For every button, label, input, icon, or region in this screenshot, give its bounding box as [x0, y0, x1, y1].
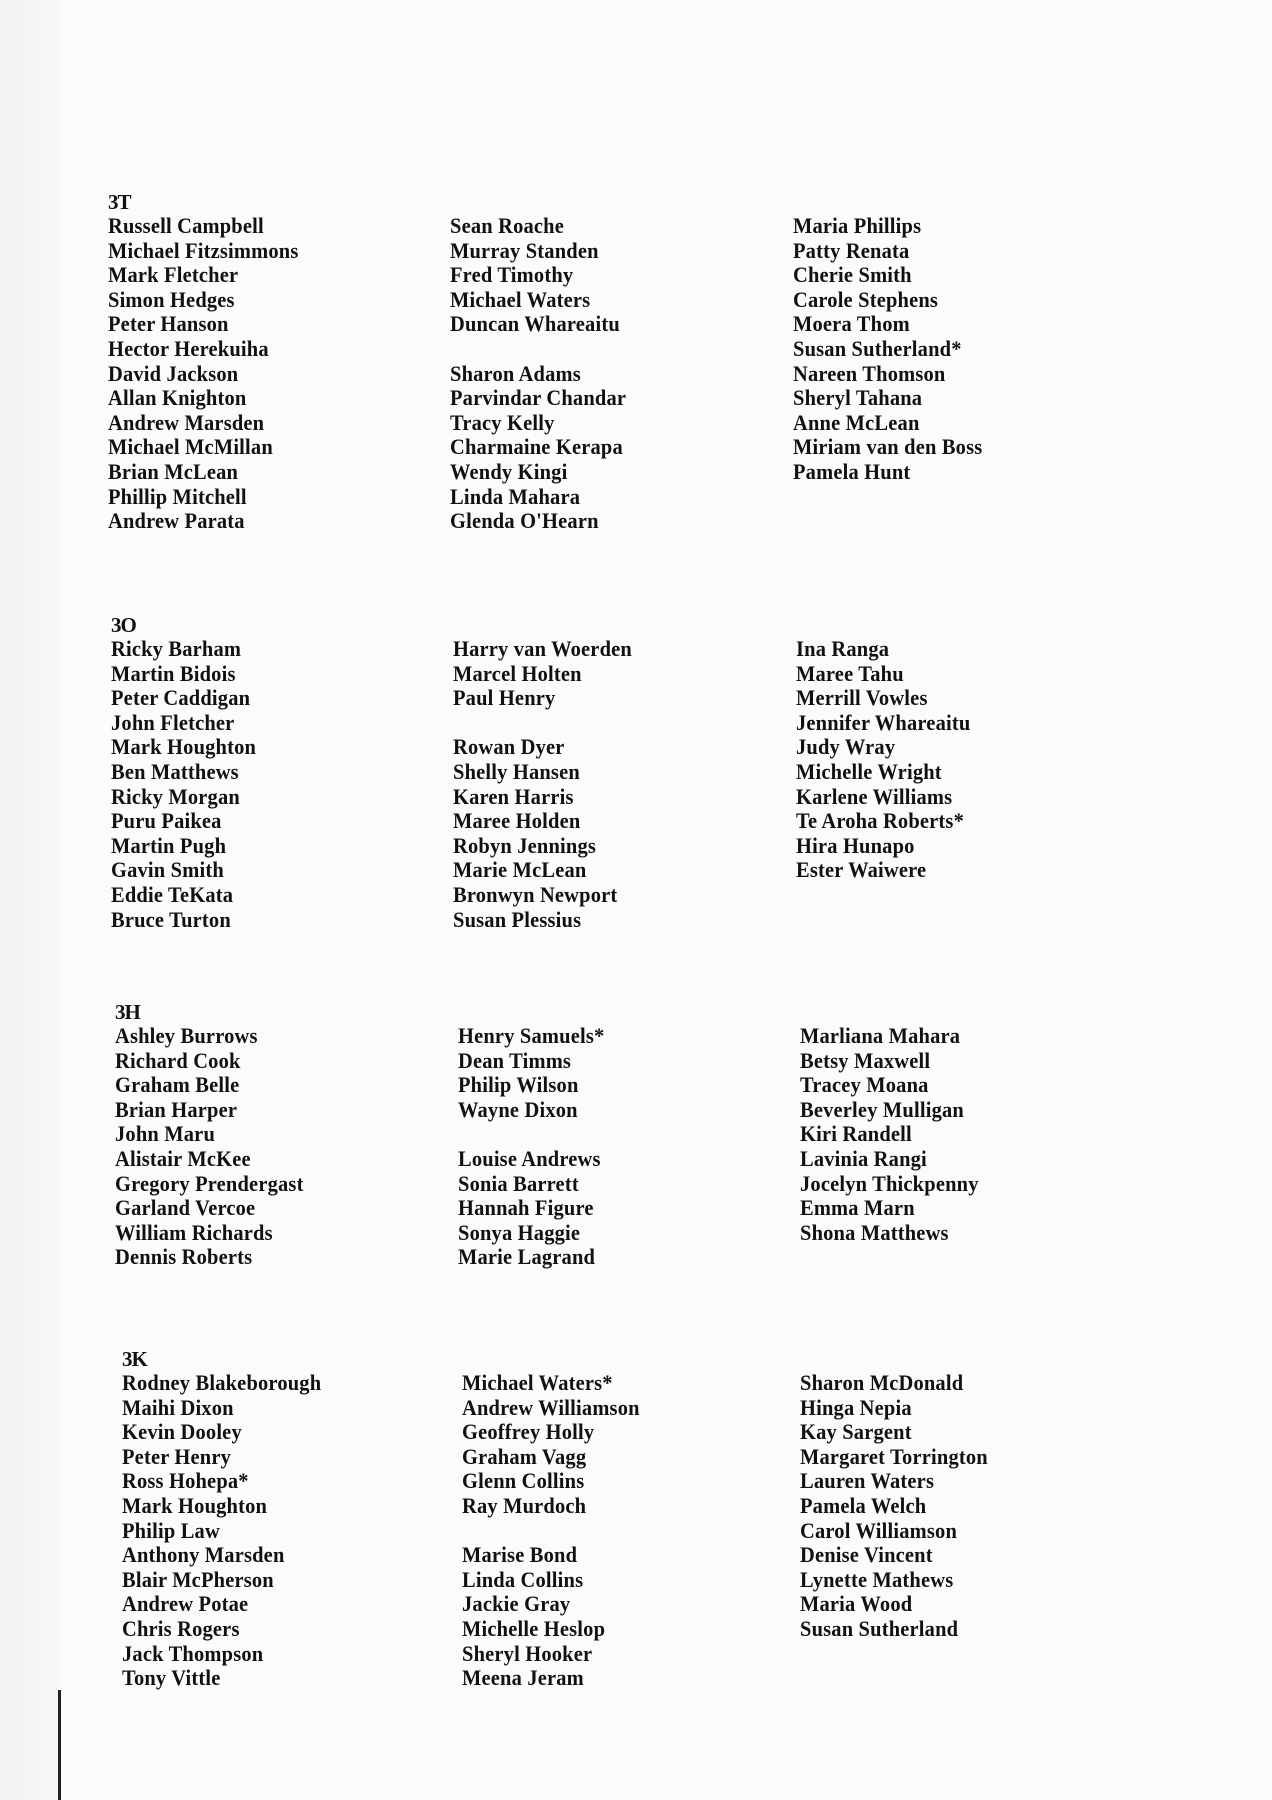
- student-name: Sonya Haggie: [458, 1219, 581, 1245]
- student-name: Ross Hohepa*: [122, 1468, 249, 1494]
- student-name: Parvindar Chandar: [450, 385, 627, 411]
- student-name: Glenda O'Hearn: [450, 508, 599, 534]
- student-name: Brian Harper: [115, 1096, 238, 1122]
- student-name: Ina Ranga: [796, 636, 890, 661]
- student-name: Harry van Woerden: [453, 636, 632, 661]
- student-name: Peter Henry: [122, 1443, 232, 1469]
- student-name: Ashley Burrows: [115, 1023, 258, 1048]
- student-name: Maree Tahu: [796, 660, 904, 686]
- student-name: Kevin Dooley: [122, 1419, 242, 1445]
- page-shadow: [0, 0, 62, 1800]
- student-name: Dennis Roberts: [115, 1244, 253, 1270]
- student-name: Henry Samuels*: [458, 1023, 605, 1048]
- student-name: Maria Phillips: [793, 213, 922, 238]
- name-column-1: [122, 1371, 336, 1691]
- student-name: Linda Mahara: [450, 483, 581, 509]
- student-name: Peter Hanson: [108, 311, 229, 337]
- student-name: Sharon Adams: [450, 360, 581, 386]
- student-name: Bruce Turton: [111, 906, 231, 932]
- student-name: Sonia Barrett: [458, 1170, 579, 1196]
- name-column-3: [793, 214, 997, 485]
- student-name: Sheryl Hooker: [462, 1640, 593, 1666]
- student-name: Cherie Smith: [793, 262, 912, 288]
- student-name: Mark Fletcher: [108, 262, 239, 288]
- student-name: Hinga Nepia: [800, 1394, 912, 1420]
- student-name: Andrew Potae: [122, 1591, 249, 1617]
- student-name: Duncan Whareaitu: [450, 311, 620, 337]
- student-name: Glenn Collins: [462, 1468, 585, 1494]
- student-name: Marliana Mahara: [800, 1023, 961, 1048]
- student-name: Marcel Holten: [453, 660, 582, 686]
- student-name: Anthony Marsden: [122, 1542, 285, 1568]
- student-name: Marie McLean: [453, 857, 587, 883]
- name-column-3: [800, 1371, 1002, 1642]
- name-column-2: [453, 637, 645, 932]
- student-name: Michael McMillan: [108, 434, 273, 460]
- student-name: Puru Paikea: [111, 808, 222, 834]
- student-name: Carol Williamson: [800, 1517, 958, 1543]
- student-name: Emma Marn: [800, 1195, 915, 1221]
- student-name: Michelle Wright: [796, 758, 942, 784]
- student-name: Philip Law: [122, 1517, 220, 1543]
- student-name: Graham Vagg: [462, 1443, 587, 1469]
- student-name: Russell Campbell: [108, 213, 264, 238]
- student-name: Sean Roache: [450, 213, 565, 238]
- class-heading: 3T: [108, 190, 131, 214]
- student-name: Gregory Prendergast: [115, 1170, 304, 1196]
- student-name: Jack Thompson: [122, 1640, 264, 1666]
- student-name: Rowan Dyer: [453, 734, 565, 760]
- student-name: Susan Plessius: [453, 906, 582, 932]
- page-edge: [58, 1690, 61, 1800]
- student-name: Jackie Gray: [462, 1591, 571, 1617]
- student-name: Graham Belle: [115, 1072, 240, 1098]
- student-name: Andrew Marsden: [108, 409, 265, 435]
- name-column-1: [111, 637, 267, 932]
- student-name: Susan Sutherland*: [793, 335, 962, 361]
- student-name: Tracy Kelly: [450, 409, 555, 435]
- student-name: Chris Rogers: [122, 1615, 240, 1641]
- student-name: David Jackson: [108, 360, 239, 386]
- blank-line: [450, 337, 626, 362]
- class-heading: 3H: [115, 1000, 140, 1024]
- student-name: Eddie TeKata: [111, 881, 234, 907]
- student-name: Carole Stephens: [793, 286, 939, 312]
- name-column-3: [796, 637, 984, 883]
- student-name: Simon Hedges: [108, 286, 235, 312]
- student-name: Moera Thom: [793, 311, 910, 337]
- class-heading: 3K: [122, 1347, 147, 1371]
- student-name: Tracey Moana: [800, 1072, 929, 1098]
- student-name: Hira Hunapo: [796, 832, 915, 858]
- student-name: Peter Caddigan: [111, 685, 251, 711]
- student-name: Martin Pugh: [111, 832, 227, 858]
- name-column-1: [115, 1024, 318, 1270]
- student-name: Robyn Jennings: [453, 832, 597, 858]
- student-name: Maree Holden: [453, 808, 581, 834]
- student-name: Maihi Dixon: [122, 1394, 234, 1420]
- student-name: Ray Murdoch: [462, 1492, 587, 1518]
- student-name: Hannah Figure: [458, 1195, 594, 1221]
- student-name: Andrew Parata: [108, 508, 245, 534]
- student-name: Shelly Hansen: [453, 758, 580, 784]
- student-name: Blair McPherson: [122, 1566, 274, 1592]
- student-name: Michael Waters: [450, 286, 591, 312]
- student-name: Marie Lagrand: [458, 1244, 596, 1270]
- student-name: Michael Fitzsimmons: [108, 237, 299, 263]
- student-name: Karlene Williams: [796, 783, 953, 809]
- student-name: Garland Vercoe: [115, 1195, 256, 1221]
- student-name: Te Aroha Roberts*: [796, 808, 964, 834]
- student-name: William Richards: [115, 1219, 273, 1245]
- student-name: Maria Wood: [800, 1591, 913, 1617]
- student-name: Michelle Heslop: [462, 1615, 606, 1641]
- student-name: Mark Houghton: [111, 734, 257, 760]
- blank-line: [458, 1122, 604, 1147]
- student-name: Alistair McKee: [115, 1145, 251, 1171]
- student-name: Brian McLean: [108, 458, 239, 484]
- student-name: Kay Sargent: [800, 1419, 912, 1445]
- name-column-1: [108, 214, 313, 534]
- student-name: Ben Matthews: [111, 758, 239, 784]
- name-column-3: [800, 1024, 992, 1245]
- student-name: Judy Wray: [796, 734, 896, 760]
- student-name: Louise Andrews: [458, 1145, 601, 1171]
- student-name: Marise Bond: [462, 1542, 578, 1568]
- student-name: John Fletcher: [111, 709, 235, 735]
- student-name: Charmaine Kerapa: [450, 434, 623, 460]
- student-name: Bronwyn Newport: [453, 881, 618, 907]
- student-name: Mark Houghton: [122, 1492, 268, 1518]
- blank-line: [453, 711, 632, 736]
- student-name: Anne McLean: [793, 409, 920, 435]
- student-name: Lavinia Rangi: [800, 1145, 927, 1171]
- student-name: Nareen Thomson: [793, 360, 946, 386]
- student-name: Martin Bidois: [111, 660, 236, 686]
- student-name: Denise Vincent: [800, 1542, 933, 1568]
- student-name: Rodney Blakeborough: [122, 1370, 322, 1395]
- student-name: Miriam van den Boss: [793, 434, 983, 460]
- name-column-2: [450, 214, 639, 534]
- student-name: Beverley Mulligan: [800, 1096, 964, 1122]
- student-name: Gavin Smith: [111, 857, 224, 883]
- student-name: Linda Collins: [462, 1566, 584, 1592]
- student-name: Lauren Waters: [800, 1468, 935, 1494]
- student-name: Dean Timms: [458, 1047, 572, 1073]
- student-name: Margaret Torrington: [800, 1443, 988, 1469]
- student-name: Merrill Vowles: [796, 685, 928, 711]
- student-name: Patty Renata: [793, 237, 910, 263]
- student-name: Allan Knighton: [108, 385, 247, 411]
- class-heading: 3O: [111, 613, 136, 637]
- name-column-2: [458, 1024, 615, 1270]
- student-name: Lynette Mathews: [800, 1566, 954, 1592]
- student-name: Ester Waiwere: [796, 857, 927, 883]
- student-name: Ricky Barham: [111, 636, 242, 661]
- student-name: Paul Henry: [453, 685, 556, 711]
- student-name: Michael Waters*: [462, 1370, 613, 1395]
- student-name: Ricky Morgan: [111, 783, 240, 809]
- student-name: Pamela Welch: [800, 1492, 927, 1518]
- student-name: Murray Standen: [450, 237, 599, 263]
- student-name: Wayne Dixon: [458, 1096, 578, 1122]
- student-name: Hector Herekuiha: [108, 335, 269, 361]
- student-name: Meena Jeram: [462, 1665, 584, 1691]
- student-name: Jocelyn Thickpenny: [800, 1170, 979, 1196]
- student-name: Karen Harris: [453, 783, 574, 809]
- student-name: Wendy Kingi: [450, 458, 568, 484]
- student-name: Pamela Hunt: [793, 458, 911, 484]
- student-name: Andrew Williamson: [462, 1394, 640, 1420]
- student-name: Betsy Maxwell: [800, 1047, 931, 1073]
- name-column-2: [462, 1371, 653, 1691]
- student-name: John Maru: [115, 1121, 216, 1147]
- student-name: Susan Sutherland: [800, 1615, 959, 1641]
- student-name: Sharon McDonald: [800, 1370, 964, 1395]
- student-name: Kiri Randell: [800, 1121, 912, 1147]
- student-name: Phillip Mitchell: [108, 483, 247, 509]
- blank-line: [462, 1519, 640, 1544]
- student-name: Jennifer Whareaitu: [796, 709, 971, 735]
- student-name: Shona Matthews: [800, 1219, 949, 1245]
- student-name: Philip Wilson: [458, 1072, 579, 1098]
- student-name: Fred Timothy: [450, 262, 574, 288]
- student-name: Richard Cook: [115, 1047, 241, 1073]
- student-name: Tony Vittle: [122, 1665, 221, 1691]
- student-name: Sheryl Tahana: [793, 385, 923, 411]
- student-name: Geoffrey Holly: [462, 1419, 595, 1445]
